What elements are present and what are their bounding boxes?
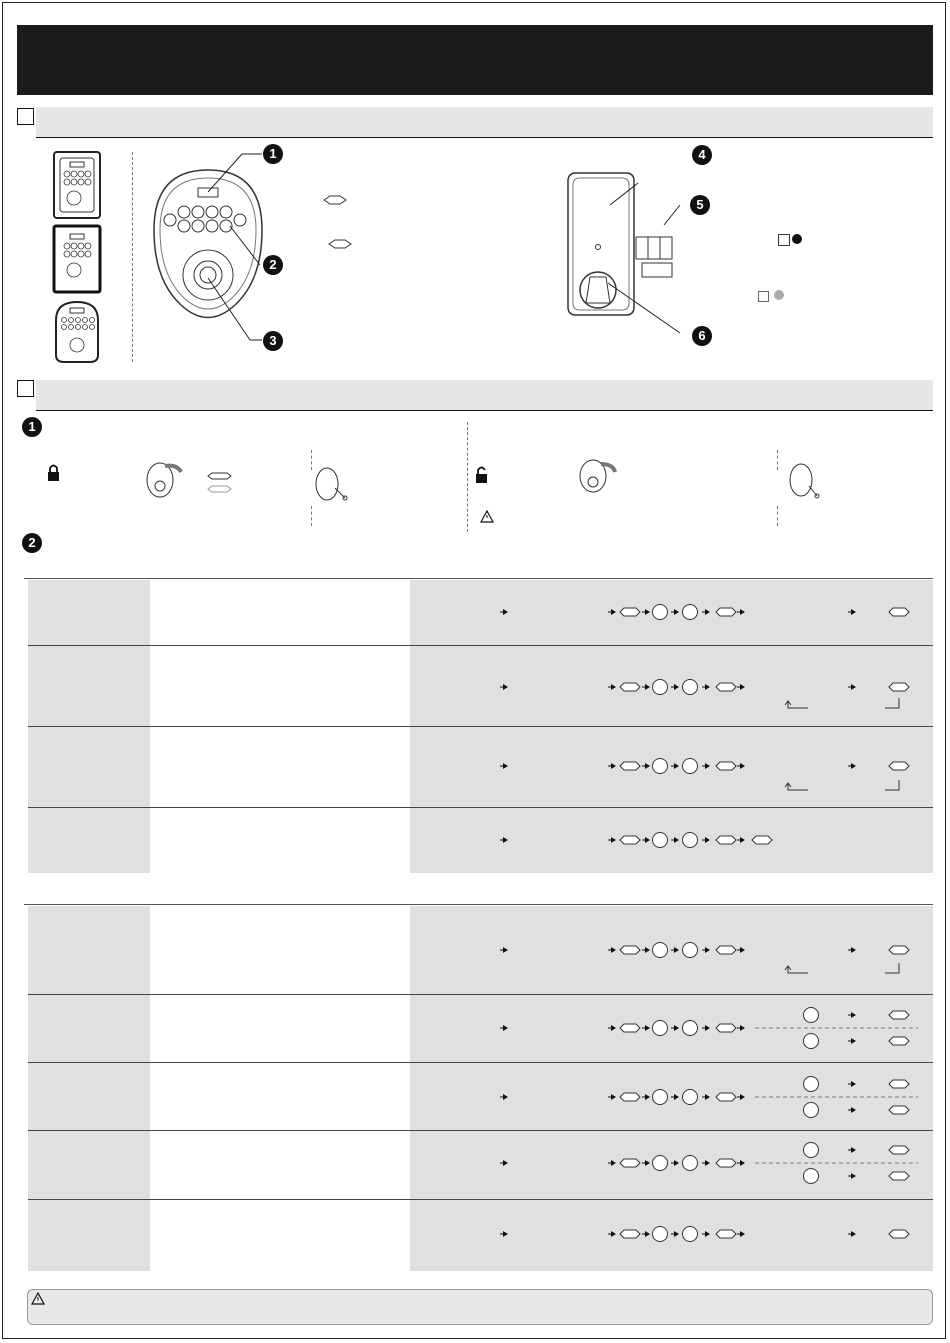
circle-key-icon [683, 1156, 698, 1171]
return-bracket [885, 963, 899, 973]
hexagon-key-icon [716, 683, 736, 691]
hexagon-key-icon [889, 1172, 909, 1180]
circle-key-icon [653, 943, 668, 958]
warning-triangle-icon [31, 1292, 45, 1305]
hexagon-key-icon [620, 683, 640, 691]
hexagon-key-icon [620, 946, 640, 954]
circle-key-icon [653, 1227, 668, 1242]
hexagon-key-icon [889, 1011, 909, 1019]
circle-key-icon [683, 943, 698, 958]
circle-key-icon [683, 833, 698, 848]
hexagon-key-icon [716, 1024, 736, 1032]
hexagon-key-icon [620, 762, 640, 770]
circle-key-icon [653, 833, 668, 848]
circle-key-icon [653, 759, 668, 774]
circle-key-icon [653, 1021, 668, 1036]
hexagon-key-icon [889, 1106, 909, 1114]
hexagon-key-icon [889, 1146, 909, 1154]
callout-5: 5 [690, 195, 710, 215]
hexagon-key-icon [716, 608, 736, 616]
hexagon-key-icon [889, 608, 909, 616]
return-bracket [885, 780, 899, 790]
circle-key-icon [804, 1169, 819, 1184]
callout-2: 2 [263, 255, 283, 275]
circle-key-icon [683, 1090, 698, 1105]
circle-key-icon [653, 605, 668, 620]
circle-key-icon [683, 759, 698, 774]
hexagon-key-icon [889, 1080, 909, 1088]
warning-banner [27, 1289, 933, 1325]
hexagon-key-icon [716, 836, 736, 844]
hexagon-key-icon [889, 683, 909, 691]
step-badge-2: 2 [22, 533, 42, 553]
hexagon-key-icon [889, 946, 909, 954]
circle-key-icon [804, 1008, 819, 1023]
hexagon-key-icon [620, 608, 640, 616]
circle-key-icon [653, 1156, 668, 1171]
hexagon-key-icon [889, 1230, 909, 1238]
circle-key-icon [683, 680, 698, 695]
circle-key-icon [804, 1077, 819, 1092]
circle-key-icon [653, 680, 668, 695]
hexagon-key-icon [620, 1024, 640, 1032]
step-badge-1: 1 [22, 417, 42, 437]
hexagon-key-icon [620, 1159, 640, 1167]
callout-1: 1 [263, 144, 283, 164]
hexagon-key-icon [716, 1159, 736, 1167]
hexagon-key-icon [620, 836, 640, 844]
return-bracket [885, 698, 899, 708]
hexagon-key-icon [620, 1093, 640, 1101]
circle-key-icon [683, 1021, 698, 1036]
circle-key-icon [653, 1090, 668, 1105]
hexagon-key-icon [716, 1093, 736, 1101]
hexagon-key-icon [716, 762, 736, 770]
callout-6: 6 [692, 326, 712, 346]
circle-key-icon [804, 1034, 819, 1049]
circle-key-icon [804, 1143, 819, 1158]
callout-4: 4 [692, 145, 712, 165]
circle-key-icon [683, 1227, 698, 1242]
hexagon-key-icon [620, 1230, 640, 1238]
hexagon-key-icon [889, 762, 909, 770]
callout-3: 3 [263, 331, 283, 351]
hexagon-key-icon [716, 1230, 736, 1238]
hexagon-key-icon [716, 946, 736, 954]
circle-key-icon [804, 1103, 819, 1118]
hexagon-key-icon [752, 836, 772, 844]
hexagon-key-icon [889, 1037, 909, 1045]
circle-key-icon [683, 605, 698, 620]
